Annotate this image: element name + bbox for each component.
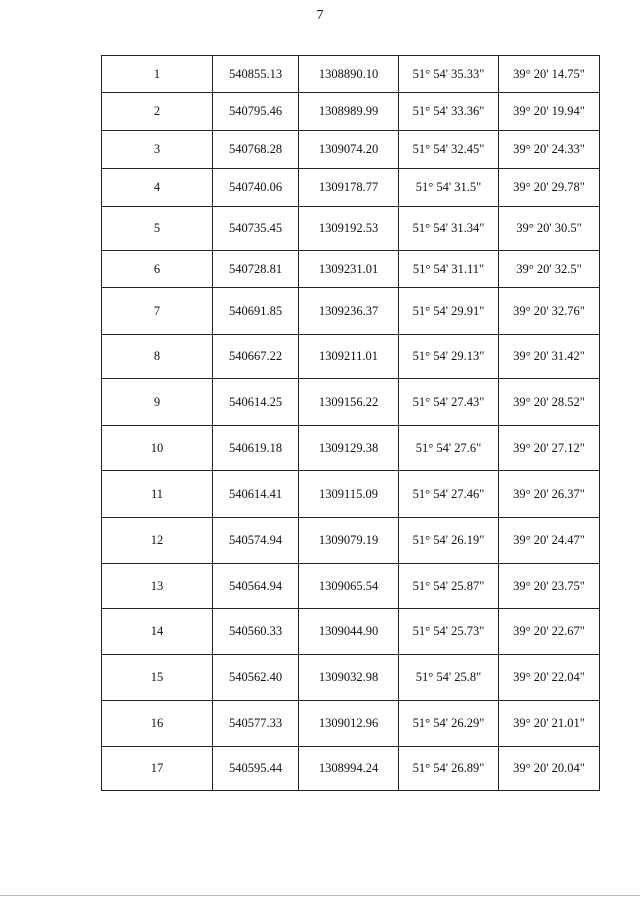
point-number-cell: 13 xyxy=(102,564,213,609)
table-row xyxy=(102,747,600,791)
latitude-cell: 51° 54' 32.45" xyxy=(399,131,499,169)
longitude-cell: 39° 20' 28.52" xyxy=(499,379,600,426)
latitude-cell: 51° 54' 31.11" xyxy=(399,251,499,288)
x-coordinate-cell: 540768.28 xyxy=(213,131,299,169)
x-coordinate-cell: 540740.06 xyxy=(213,169,299,207)
x-coordinate-cell: 540564.94 xyxy=(213,564,299,609)
x-coordinate-cell: 540614.41 xyxy=(213,471,299,518)
point-number-cell: 14 xyxy=(102,609,213,655)
latitude-cell: 51° 54' 29.13" xyxy=(399,335,499,379)
latitude-cell: 51° 54' 33.36" xyxy=(399,93,499,131)
y-coordinate-cell: 1309074.20 xyxy=(299,131,399,169)
longitude-cell: 39° 20' 24.33" xyxy=(499,131,600,169)
y-coordinate-cell: 1309115.09 xyxy=(299,471,399,518)
table-row xyxy=(102,426,600,471)
point-number-cell: 17 xyxy=(102,747,213,791)
coordinates-table-body xyxy=(102,56,600,791)
latitude-cell: 51° 54' 31.34" xyxy=(399,207,499,251)
longitude-cell: 39° 20' 23.75" xyxy=(499,564,600,609)
x-coordinate-cell: 540560.33 xyxy=(213,609,299,655)
table-row xyxy=(102,251,600,288)
table-row xyxy=(102,518,600,564)
point-number-cell: 1 xyxy=(102,56,213,93)
longitude-cell: 39° 20' 32.76" xyxy=(499,288,600,335)
table-row xyxy=(102,335,600,379)
y-coordinate-cell: 1309231.01 xyxy=(299,251,399,288)
latitude-cell: 51° 54' 31.5" xyxy=(399,169,499,207)
x-coordinate-cell: 540614.25 xyxy=(213,379,299,426)
table-row xyxy=(102,471,600,518)
latitude-cell: 51° 54' 27.6" xyxy=(399,426,499,471)
coordinates-table xyxy=(101,55,600,791)
point-number-cell: 2 xyxy=(102,93,213,131)
point-number-cell: 11 xyxy=(102,471,213,518)
point-number-cell: 8 xyxy=(102,335,213,379)
latitude-cell: 51° 54' 25.73" xyxy=(399,609,499,655)
x-coordinate-cell: 540795.46 xyxy=(213,93,299,131)
y-coordinate-cell: 1309065.54 xyxy=(299,564,399,609)
longitude-cell: 39° 20' 22.67" xyxy=(499,609,600,655)
y-coordinate-cell: 1309129.38 xyxy=(299,426,399,471)
latitude-cell: 51° 54' 35.33" xyxy=(399,56,499,93)
table-row xyxy=(102,56,600,93)
latitude-cell: 51° 54' 26.19" xyxy=(399,518,499,564)
longitude-cell: 39° 20' 24.47" xyxy=(499,518,600,564)
longitude-cell: 39° 20' 29.78" xyxy=(499,169,600,207)
longitude-cell: 39° 20' 22.04" xyxy=(499,655,600,701)
latitude-cell: 51° 54' 25.87" xyxy=(399,564,499,609)
longitude-cell: 39° 20' 30.5" xyxy=(499,207,600,251)
y-coordinate-cell: 1308989.99 xyxy=(299,93,399,131)
table-row xyxy=(102,93,600,131)
point-number-cell: 15 xyxy=(102,655,213,701)
table-row xyxy=(102,207,600,251)
table-row xyxy=(102,379,600,426)
point-number-cell: 12 xyxy=(102,518,213,564)
latitude-cell: 51° 54' 26.29" xyxy=(399,701,499,747)
latitude-cell: 51° 54' 26.89" xyxy=(399,747,499,791)
table-row xyxy=(102,288,600,335)
x-coordinate-cell: 540728.81 xyxy=(213,251,299,288)
longitude-cell: 39° 20' 32.5" xyxy=(499,251,600,288)
latitude-cell: 51° 54' 27.43" xyxy=(399,379,499,426)
longitude-cell: 39° 20' 31.42" xyxy=(499,335,600,379)
x-coordinate-cell: 540619.18 xyxy=(213,426,299,471)
x-coordinate-cell: 540577.33 xyxy=(213,701,299,747)
y-coordinate-cell: 1309044.90 xyxy=(299,609,399,655)
point-number-cell: 3 xyxy=(102,131,213,169)
y-coordinate-cell: 1308994.24 xyxy=(299,747,399,791)
x-coordinate-cell: 540735.45 xyxy=(213,207,299,251)
point-number-cell: 9 xyxy=(102,379,213,426)
longitude-cell: 39° 20' 21.01" xyxy=(499,701,600,747)
point-number-cell: 7 xyxy=(102,288,213,335)
point-number-cell: 5 xyxy=(102,207,213,251)
table-row xyxy=(102,131,600,169)
table-row xyxy=(102,701,600,747)
longitude-cell: 39° 20' 20.04" xyxy=(499,747,600,791)
latitude-cell: 51° 54' 25.8" xyxy=(399,655,499,701)
y-coordinate-cell: 1309032.98 xyxy=(299,655,399,701)
longitude-cell: 39° 20' 27.12" xyxy=(499,426,600,471)
y-coordinate-cell: 1309079.19 xyxy=(299,518,399,564)
y-coordinate-cell: 1309211.01 xyxy=(299,335,399,379)
x-coordinate-cell: 540855.13 xyxy=(213,56,299,93)
longitude-cell: 39° 20' 19.94" xyxy=(499,93,600,131)
y-coordinate-cell: 1309236.37 xyxy=(299,288,399,335)
point-number-cell: 10 xyxy=(102,426,213,471)
x-coordinate-cell: 540667.22 xyxy=(213,335,299,379)
y-coordinate-cell: 1308890.10 xyxy=(299,56,399,93)
y-coordinate-cell: 1309178.77 xyxy=(299,169,399,207)
table-row xyxy=(102,564,600,609)
table-row xyxy=(102,609,600,655)
point-number-cell: 16 xyxy=(102,701,213,747)
longitude-cell: 39° 20' 14.75" xyxy=(499,56,600,93)
x-coordinate-cell: 540574.94 xyxy=(213,518,299,564)
y-coordinate-cell: 1309156.22 xyxy=(299,379,399,426)
latitude-cell: 51° 54' 29.91" xyxy=(399,288,499,335)
latitude-cell: 51° 54' 27.46" xyxy=(399,471,499,518)
page-number: 7 xyxy=(316,8,324,23)
table-row xyxy=(102,655,600,701)
table-row xyxy=(102,169,600,207)
longitude-cell: 39° 20' 26.37" xyxy=(499,471,600,518)
point-number-cell: 4 xyxy=(102,169,213,207)
x-coordinate-cell: 540691.85 xyxy=(213,288,299,335)
x-coordinate-cell: 540562.40 xyxy=(213,655,299,701)
point-number-cell: 6 xyxy=(102,251,213,288)
page-bottom-edge xyxy=(0,895,640,896)
y-coordinate-cell: 1309012.96 xyxy=(299,701,399,747)
x-coordinate-cell: 540595.44 xyxy=(213,747,299,791)
y-coordinate-cell: 1309192.53 xyxy=(299,207,399,251)
